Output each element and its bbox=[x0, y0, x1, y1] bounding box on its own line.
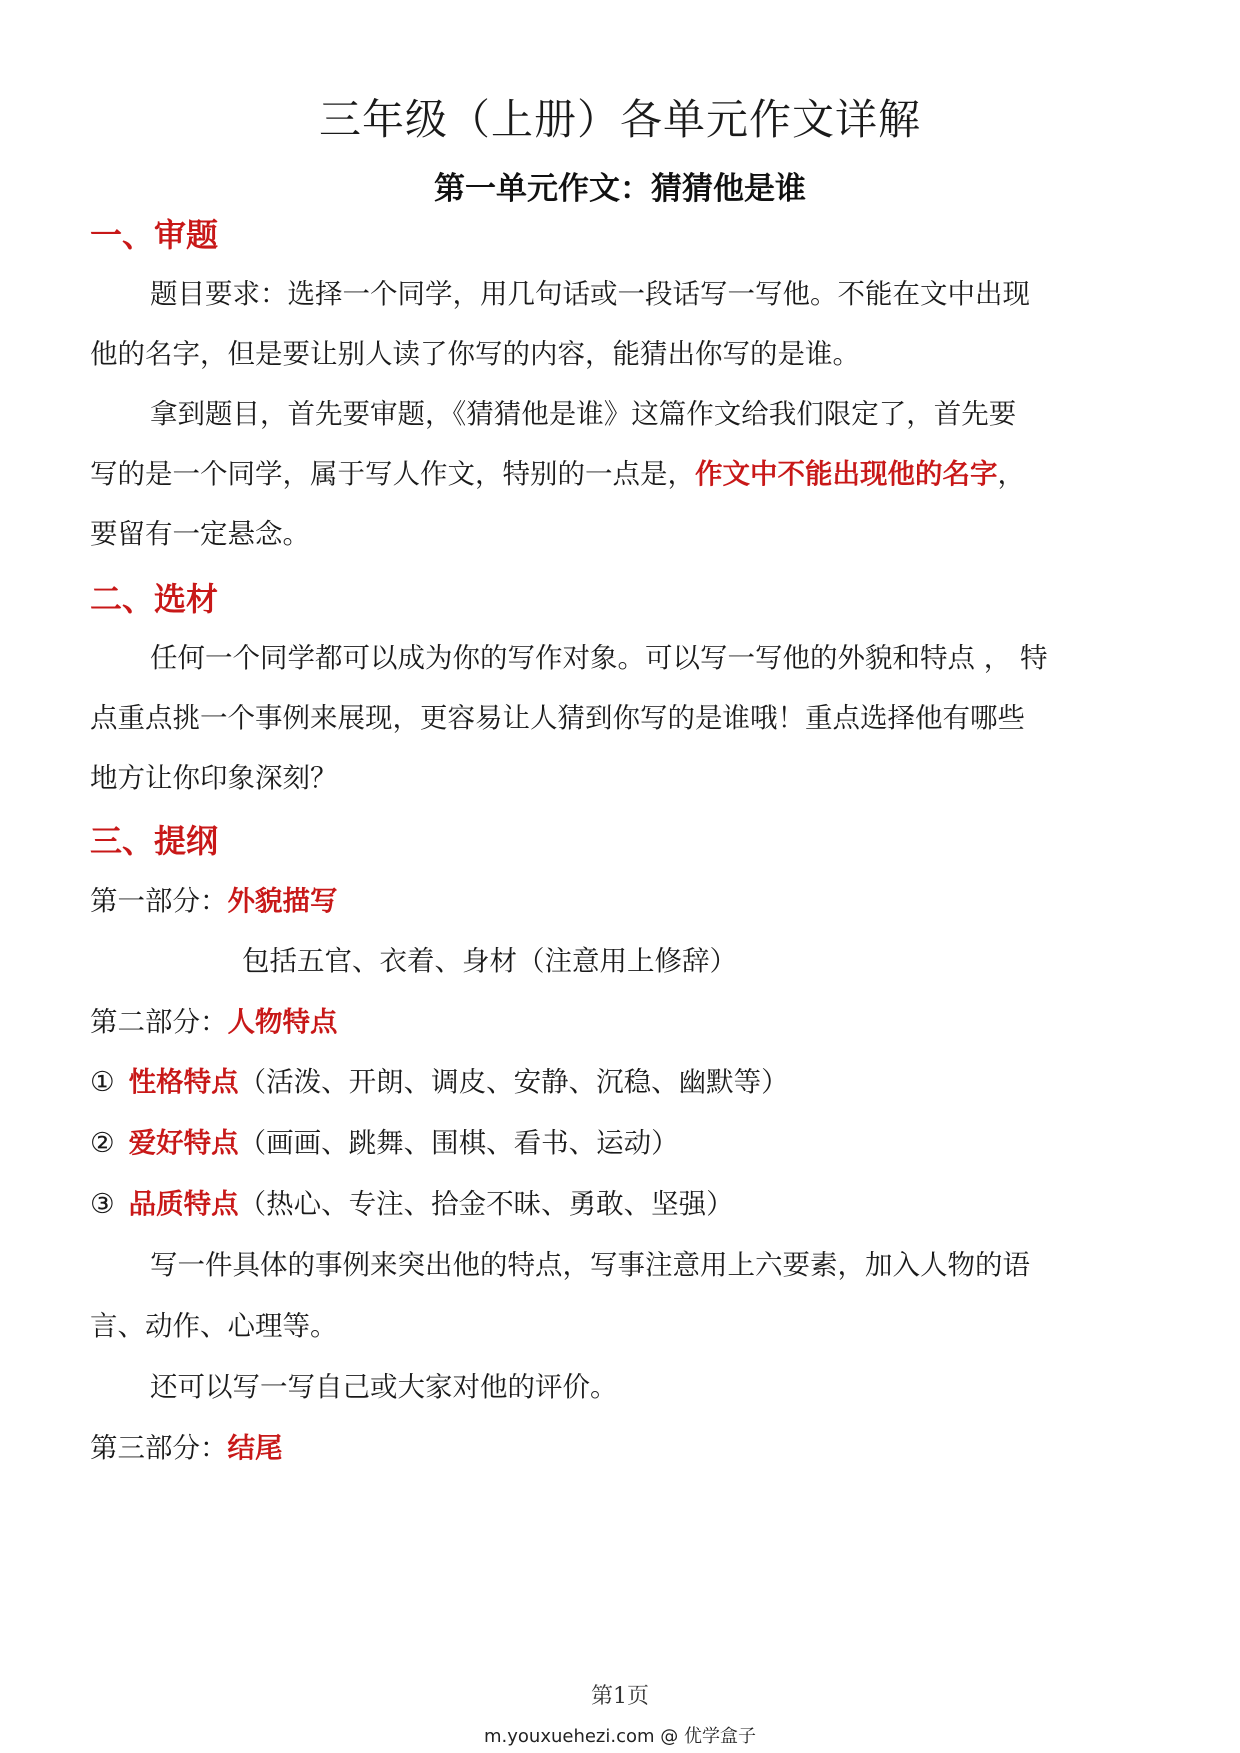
item-detail: （活泼、开朗、调皮、安静、沉稳、幽默等） bbox=[238, 1066, 789, 1098]
emphasis-text: 作文中不能出现他的名字 bbox=[695, 458, 998, 490]
paragraph-line: 题目要求：选择一个同学，用几句话或一段话写一写他。不能在文中出现 bbox=[150, 278, 1030, 310]
unit-subtitle: 第一单元作文：猜猜他是谁 bbox=[434, 171, 806, 207]
item-detail: （画画、跳舞、围棋、看书、运动） bbox=[238, 1127, 679, 1159]
paragraph-line: 任何一个同学都可以成为你的写作对象。可以写一写他的外貌和特点 ， 特 bbox=[150, 642, 1048, 674]
item-title: 品质特点 bbox=[128, 1188, 239, 1220]
paragraph-line: 他的名字，但是要让别人读了你写的内容，能猜出你写的是谁。 bbox=[90, 338, 860, 370]
section-heading-outline: 三、提纲 bbox=[90, 822, 219, 860]
part-label: 第一部分： bbox=[90, 885, 228, 917]
list-item bbox=[90, 1121, 679, 1165]
paragraph-line: 言、动作、心理等。 bbox=[90, 1310, 338, 1342]
outline-part-2 bbox=[90, 1000, 338, 1044]
paragraph-line: 地方让你印象深刻？ bbox=[90, 762, 338, 794]
paragraph-line: 写一件具体的事例来突出他的特点，写事注意用上六要素，加入人物的语 bbox=[150, 1249, 1030, 1281]
section-heading-review: 一、审题 bbox=[90, 216, 219, 254]
section-heading-material: 二、选材 bbox=[90, 580, 219, 618]
item-number: ③ bbox=[90, 1188, 115, 1220]
outline-part-3 bbox=[90, 1426, 283, 1470]
paragraph-line bbox=[90, 452, 1025, 496]
site-watermark: m.youxuehezi.com @ 优学盒子 bbox=[483, 1726, 756, 1747]
part-label: 第二部分： bbox=[90, 1006, 228, 1038]
part-label: 第三部分： bbox=[90, 1432, 228, 1464]
item-number: ① bbox=[90, 1066, 115, 1098]
item-number: ② bbox=[90, 1127, 115, 1159]
page-number: 第1页 bbox=[591, 1684, 649, 1709]
paragraph-text: 写的是一个同学，属于写人作文，特别的一点是， bbox=[90, 458, 695, 490]
part-detail: 包括五官、衣着、身材（注意用上修辞） bbox=[242, 945, 737, 977]
page-title: 三年级（上册）各单元作文详解 bbox=[318, 95, 921, 144]
paragraph-line: 还可以写一写自己或大家对他的评价。 bbox=[150, 1371, 618, 1403]
item-detail: （热心、专注、拾金不昧、勇敢、坚强） bbox=[238, 1188, 734, 1220]
outline-part-1 bbox=[90, 879, 338, 923]
list-item bbox=[90, 1182, 734, 1226]
part-title: 结尾 bbox=[227, 1432, 283, 1464]
list-item bbox=[90, 1060, 789, 1104]
paragraph-line: 要留有一定悬念。 bbox=[90, 518, 310, 550]
item-title: 爱好特点 bbox=[128, 1127, 239, 1159]
paragraph-line: 点重点挑一个事例来展现，更容易让人猜到你写的是谁哦！重点选择他有哪些 bbox=[90, 702, 1025, 734]
part-title: 人物特点 bbox=[227, 1006, 338, 1038]
item-title: 性格特点 bbox=[128, 1066, 239, 1098]
paragraph-text: ， bbox=[997, 458, 1025, 490]
part-title: 外貌描写 bbox=[227, 885, 338, 917]
paragraph-line: 拿到题目，首先要审题，《猜猜他是谁》这篇作文给我们限定了，首先要 bbox=[150, 398, 1017, 430]
